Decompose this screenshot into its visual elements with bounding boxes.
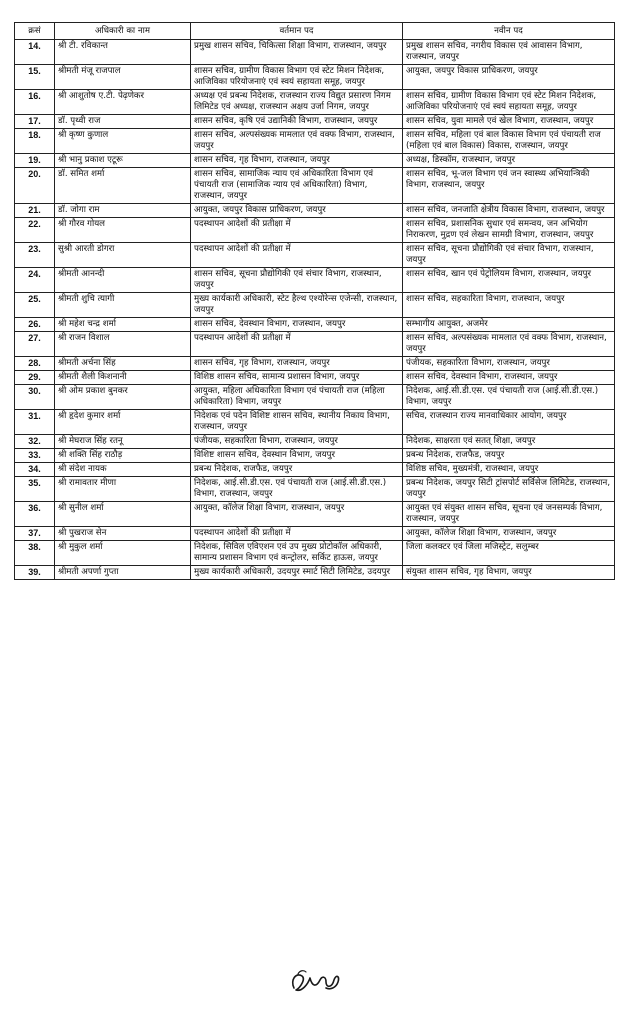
new-post-cell: निदेशक, आई.सी.डी.एस. एवं पंचायती राज (आई.सी.डी.एस.) विभाग, जयपुर	[403, 385, 615, 410]
table-row	[15, 371, 615, 385]
serial-number-cell: 29.	[15, 371, 55, 385]
table-row	[15, 449, 615, 463]
header-serial-number: क्रसं	[15, 23, 55, 40]
officer-name-cell: श्री गौरव गोयल	[55, 218, 191, 243]
current-post-cell: निदेशक, सिविल एविएशन एवं उप मुख्य प्रोटोकॉल अधिकारी, सामान्य प्रशासन विभाग एवं कन्ट्रोलर, सर्किट हाऊस, जयपुर	[191, 541, 403, 566]
table-row	[15, 218, 615, 243]
current-post-cell: निदेशक, आई.सी.डी.एस. एवं पंचायती राज (आई.सी.डी.एस.) विभाग, राजस्थान, जयपुर	[191, 477, 403, 502]
serial-number-cell: 34.	[15, 463, 55, 477]
serial-number-cell: 39.	[15, 566, 55, 580]
officer-name-cell: श्री ओम प्रकाश बुनकर	[55, 385, 191, 410]
officer-name-cell: श्रीमती शुचि त्यागी	[55, 293, 191, 318]
officer-name-cell: श्रीमती अर्चना सिंह	[55, 357, 191, 371]
officer-name-cell: श्री सुनील शर्मा	[55, 502, 191, 527]
new-post-cell: संयुक्त शासन सचिव, गृह विभाग, जयपुर	[403, 566, 615, 580]
table-row	[15, 40, 615, 65]
current-post-cell: अध्यक्ष एवं प्रबन्ध निदेशक, राजस्थान राज्य विद्युत प्रसारण निगम लिमिटेड एवं अध्यक्ष, राजस्थान अक्षय उर्जा निगम, जयपुर	[191, 90, 403, 115]
current-post-cell: आयुक्त, महिला अधिकारिता विभाग एवं पंचायती राज (महिला अधिकारिता) विभाग, जयपुर	[191, 385, 403, 410]
new-post-cell: अध्यक्ष, डिस्कॉम, राजस्थान, जयपुर	[403, 154, 615, 168]
new-post-cell: शासन सचिव, भू-जल विभाग एवं जन स्वास्थ्य अभियान्त्रिकी विभाग, राजस्थान, जयपुर	[403, 168, 615, 204]
officer-name-cell: श्री रामावतार मीणा	[55, 477, 191, 502]
officer-name-cell: श्रीमती आनन्दी	[55, 268, 191, 293]
table-row	[15, 502, 615, 527]
officer-name-cell: श्री पुखराज सेन	[55, 527, 191, 541]
table-row	[15, 90, 615, 115]
new-post-cell: शासन सचिव, प्रशासनिक सुधार एवं समन्वय, जन अभियोग निराकरण, मुद्रण एवं लेखन सामग्री विभाग, राजस्थान, जयपुर	[403, 218, 615, 243]
current-post-cell: विशिष्ठ शासन सचिव, सामान्य प्रशासन विभाग, जयपुर	[191, 371, 403, 385]
new-post-cell: शासन सचिव, सहकारिता विभाग, राजस्थान, जयपुर	[403, 293, 615, 318]
new-post-cell: शासन सचिव, अल्पसंख्यक मामलात एवं वक्फ विभाग, राजस्थान, जयपुर	[403, 332, 615, 357]
new-post-cell: शासन सचिव, सूचना प्रौद्योगिकी एवं संचार विभाग, राजस्थान, जयपुर	[403, 243, 615, 268]
table-row	[15, 204, 615, 218]
new-post-cell: निदेशक, साक्षरता एवं सतत् शिक्षा, जयपुर	[403, 435, 615, 449]
table-row	[15, 463, 615, 477]
officer-name-cell: श्री आशुतोष ए.टी. पेढ़णेकर	[55, 90, 191, 115]
table-row	[15, 566, 615, 580]
table-row	[15, 268, 615, 293]
officer-name-cell: सुश्री आरती डोगरा	[55, 243, 191, 268]
current-post-cell: निदेशक एवं पदेन विशिष्ट शासन सचिव, स्थानीय निकाय विभाग, राजस्थान, जयपुर	[191, 410, 403, 435]
table-row	[15, 154, 615, 168]
current-post-cell: शासन सचिव, देवस्थान विभाग, राजस्थान, जयपुर	[191, 318, 403, 332]
current-post-cell: मुख्य कार्यकारी अधिकारी, स्टेट हैल्थ एश्योरेन्स एजेन्सी, राजस्थान, जयपुर	[191, 293, 403, 318]
new-post-cell: आयुक्त, कॉलेज शिक्षा विभाग, राजस्थान, जयपुर	[403, 527, 615, 541]
table-row	[15, 65, 615, 90]
serial-number-cell: 35.	[15, 477, 55, 502]
table-body	[15, 40, 615, 580]
new-post-cell: प्रमुख शासन सचिव, नगरीय विकास एवं आवासन विभाग, राजस्थान, जयपुर	[403, 40, 615, 65]
officer-name-cell: श्री भानु प्रकाश एटूरू	[55, 154, 191, 168]
serial-number-cell: 15.	[15, 65, 55, 90]
table-row	[15, 357, 615, 371]
new-post-cell: शासन सचिव, युवा मामले एवं खेल विभाग, राजस्थान, जयपुर	[403, 115, 615, 129]
serial-number-cell: 20.	[15, 168, 55, 204]
serial-number-cell: 32.	[15, 435, 55, 449]
serial-number-cell: 27.	[15, 332, 55, 357]
header-officer-name: अधिकारी का नाम	[55, 23, 191, 40]
officer-name-cell: श्रीमती अपर्णा गुप्ता	[55, 566, 191, 580]
serial-number-cell: 31.	[15, 410, 55, 435]
serial-number-cell: 30.	[15, 385, 55, 410]
officer-name-cell: श्री राजन विशाल	[55, 332, 191, 357]
table-row	[15, 318, 615, 332]
current-post-cell: शासन सचिव, सूचना प्रौद्योगिकी एवं संचार विभाग, राजस्थान, जयपुर	[191, 268, 403, 293]
serial-number-cell: 22.	[15, 218, 55, 243]
table-row	[15, 410, 615, 435]
new-post-cell: शासन सचिव, खान एवं पेट्रोलियम विभाग, राजस्थान, जयपुर	[403, 268, 615, 293]
officer-name-cell: श्री मुकुल शर्मा	[55, 541, 191, 566]
serial-number-cell: 23.	[15, 243, 55, 268]
table-row	[15, 541, 615, 566]
current-post-cell: मुख्य कार्यकारी अधिकारी, उदयपुर स्मार्ट सिटी लिमिटेड, उदयपुर	[191, 566, 403, 580]
current-post-cell: पदस्थापन आदेशों की प्रतीक्षा में	[191, 243, 403, 268]
officer-name-cell: श्री संदेश नायक	[55, 463, 191, 477]
officer-transfer-table	[14, 22, 615, 580]
table-row	[15, 129, 615, 154]
new-post-cell: सचिव, राजस्थान राज्य मानवाधिकार आयोग, जयपुर	[403, 410, 615, 435]
new-post-cell: पंजीयक, सहकारिता विभाग, राजस्थान, जयपुर	[403, 357, 615, 371]
new-post-cell: प्रबन्ध निदेशक, राजफैड, जयपुर	[403, 449, 615, 463]
table-row	[15, 115, 615, 129]
officer-name-cell: श्री मेघराज सिंह रतनू	[55, 435, 191, 449]
current-post-cell: पदस्थापन आदेशों की प्रतीक्षा में	[191, 527, 403, 541]
serial-number-cell: 19.	[15, 154, 55, 168]
officer-name-cell: डॉ. पृथ्वी राज	[55, 115, 191, 129]
serial-number-cell: 36.	[15, 502, 55, 527]
current-post-cell: प्रमुख शासन सचिव, चिकित्सा शिक्षा विभाग, राजस्थान, जयपुर	[191, 40, 403, 65]
new-post-cell: प्रबन्ध निदेशक, जयपुर सिटी ट्रांसपोर्ट सर्विसेज लिमिटेड, राजस्थान, जयपुर	[403, 477, 615, 502]
current-post-cell: शासन सचिव, अल्पसंख्यक मामलात एवं वक्फ विभाग, राजस्थान, जयपुर	[191, 129, 403, 154]
new-post-cell: शासन सचिव, महिला एवं बाल विकास विभाग एवं पंचायती राज (महिला एवं बाल विकास) विकास, राजस्थान, जयपुर	[403, 129, 615, 154]
table-row	[15, 332, 615, 357]
officer-name-cell: श्रीमती शैली किशनानी	[55, 371, 191, 385]
table-row	[15, 477, 615, 502]
officer-name-cell: डॉ. जोगा राम	[55, 204, 191, 218]
officer-name-cell: श्री टी. रविकान्त	[55, 40, 191, 65]
current-post-cell: प्रबन्ध निदेशक, राजफैड, जयपुर	[191, 463, 403, 477]
new-post-cell: आयुक्त, जयपुर विकास प्राधिकरण, जयपुर	[403, 65, 615, 90]
new-post-cell: विशिष्ठ सचिव, मुख्यमंत्री, राजस्थान, जयपुर	[403, 463, 615, 477]
serial-number-cell: 17.	[15, 115, 55, 129]
current-post-cell: पदस्थापन आदेशों की प्रतीक्षा में	[191, 218, 403, 243]
serial-number-cell: 14.	[15, 40, 55, 65]
table-row	[15, 385, 615, 410]
header-current-post: वर्तमान पद	[191, 23, 403, 40]
new-post-cell: जिला कलक्टर एवं जिला मजिस्ट्रेट, सलुम्बर	[403, 541, 615, 566]
table-row	[15, 293, 615, 318]
officer-name-cell: श्री शक्ति सिंह राठौड़	[55, 449, 191, 463]
table-row	[15, 243, 615, 268]
serial-number-cell: 25.	[15, 293, 55, 318]
transfer-order-page	[14, 22, 614, 580]
new-post-cell: शासन सचिव, देवस्थान विभाग, राजस्थान, जयपुर	[403, 371, 615, 385]
current-post-cell: आयुक्त, कॉलेज शिक्षा विभाग, राजस्थान, जयपुर	[191, 502, 403, 527]
new-post-cell: शासन सचिव, ग्रामीण विकास विभाग एवं स्टेट मिशन निदेशक, आजिविका परियोजनाएं एवं स्वयं सहायता समूह, जयपुर	[403, 90, 615, 115]
current-post-cell: शासन सचिव, गृह विभाग, राजस्थान, जयपुर	[191, 357, 403, 371]
current-post-cell: शासन सचिव, ग्रामीण विकास विभाग एवं स्टेट मिशन निदेशक, आजिविका परियोजनाएं एवं स्वयं सहायता समूह, जयपुर	[191, 65, 403, 90]
serial-number-cell: 26.	[15, 318, 55, 332]
table-row	[15, 435, 615, 449]
current-post-cell: आयुक्त, जयपुर विकास प्राधिकरण, जयपुर	[191, 204, 403, 218]
serial-number-cell: 16.	[15, 90, 55, 115]
current-post-cell: शासन सचिव, गृह विभाग, राजस्थान, जयपुर	[191, 154, 403, 168]
current-post-cell: शासन सचिव, कृषि एवं उद्यानिकी विभाग, राजस्थान, जयपुर	[191, 115, 403, 129]
table-row	[15, 527, 615, 541]
serial-number-cell: 33.	[15, 449, 55, 463]
table-header-row	[15, 23, 615, 40]
serial-number-cell: 38.	[15, 541, 55, 566]
officer-name-cell: श्री महेश चन्द्र शर्मा	[55, 318, 191, 332]
new-post-cell: शासन सचिव, जनजाति क्षेत्रीय विकास विभाग, राजस्थान, जयपुर	[403, 204, 615, 218]
table-row	[15, 168, 615, 204]
serial-number-cell: 18.	[15, 129, 55, 154]
new-post-cell: आयुक्त एवं संयुक्त शासन सचिव, सूचना एवं जनसम्पर्क विभाग, राजस्थान, जयपुर	[403, 502, 615, 527]
current-post-cell: पंजीयक, सहकारिता विभाग, राजस्थान, जयपुर	[191, 435, 403, 449]
officer-name-cell: डॉ. समित शर्मा	[55, 168, 191, 204]
handwritten-signature-icon	[286, 962, 346, 1002]
current-post-cell: शासन सचिव, सामाजिक न्याय एवं अधिकारिता विभाग एवं पंचायती राज (सामाजिक न्याय एवं अधिकारिता) विभाग, राजस्थान, जयपुर	[191, 168, 403, 204]
current-post-cell: पदस्थापन आदेशों की प्रतीक्षा में	[191, 332, 403, 357]
serial-number-cell: 28.	[15, 357, 55, 371]
serial-number-cell: 37.	[15, 527, 55, 541]
officer-name-cell: श्री हृदेश कुमार शर्मा	[55, 410, 191, 435]
officer-name-cell: श्री कृष्ण कुणाल	[55, 129, 191, 154]
serial-number-cell: 21.	[15, 204, 55, 218]
header-new-post: नवीन पद	[403, 23, 615, 40]
new-post-cell: सम्भागीय आयुक्त, अजमेर	[403, 318, 615, 332]
officer-name-cell: श्रीमती मंजू राजपाल	[55, 65, 191, 90]
current-post-cell: विशिष्ट शासन सचिव, देवस्थान विभाग, जयपुर	[191, 449, 403, 463]
serial-number-cell: 24.	[15, 268, 55, 293]
